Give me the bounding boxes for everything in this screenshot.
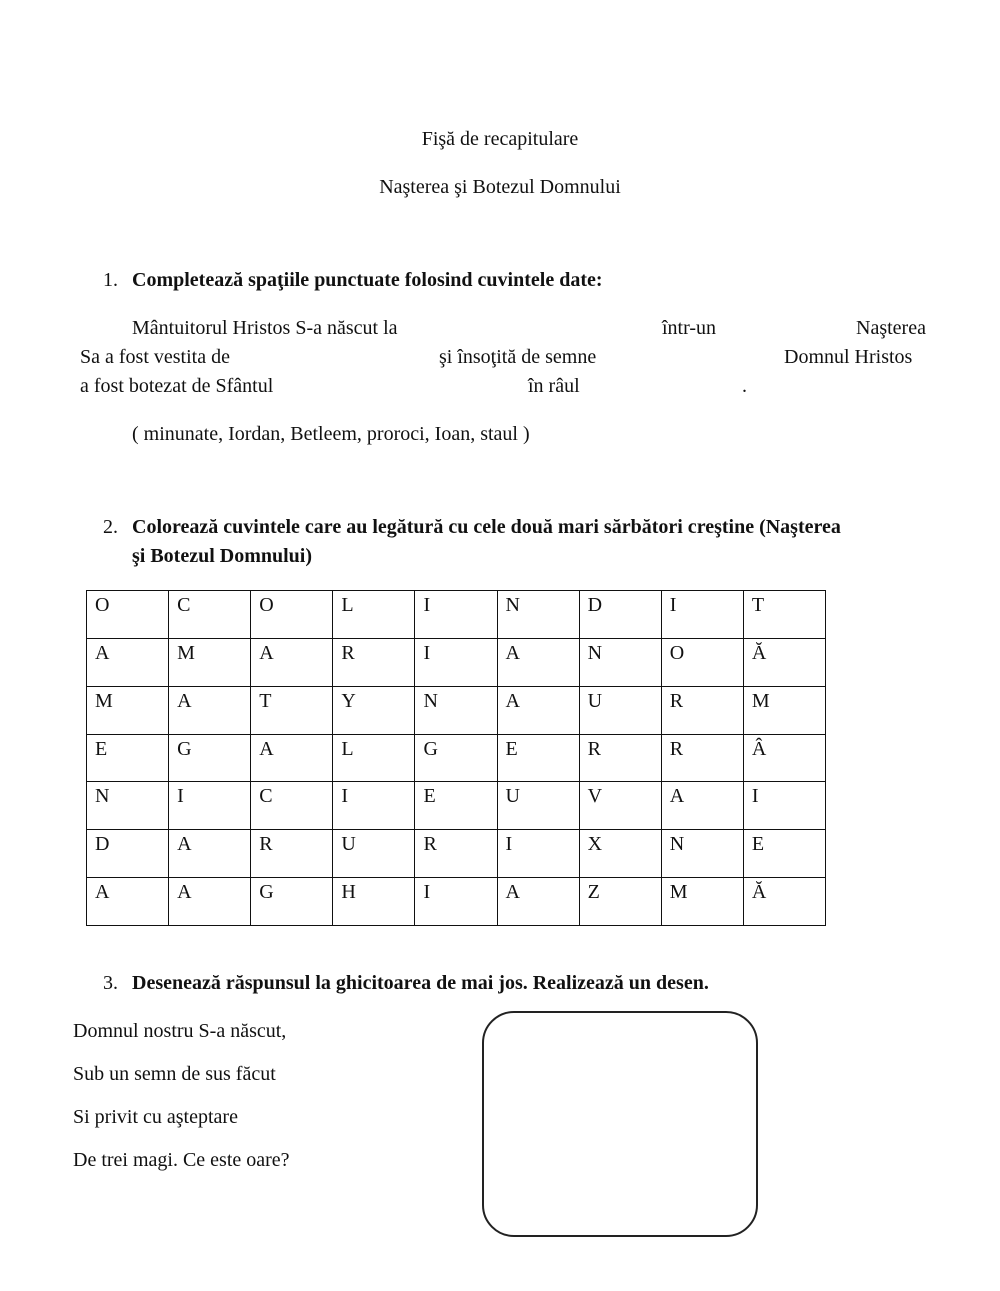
grid-cell[interactable]: L [333,734,415,782]
grid-cell[interactable]: Z [579,878,661,926]
grid-cell[interactable]: A [497,878,579,926]
riddle-line: Domnul nostru S-a născut, [73,1020,287,1042]
grid-cell[interactable]: O [87,591,169,639]
grid-row [87,638,826,686]
grid-cell[interactable]: M [661,878,743,926]
grid-cell[interactable]: A [661,782,743,830]
grid-cell[interactable]: U [497,782,579,830]
grid-cell[interactable]: D [579,591,661,639]
exercise-3-number: 3. [103,972,118,994]
grid-cell[interactable]: E [87,734,169,782]
fill-text-segment: într-un [662,317,717,339]
word-search-grid [86,590,826,926]
fill-text-segment: şi însoţită de semne [439,346,597,368]
grid-cell[interactable]: E [497,734,579,782]
page-subtitle: Naşterea şi Botezul Domnului [379,176,621,198]
riddle-line: Si privit cu aşteptare [73,1106,238,1128]
fill-text-segment: Domnul Hristos [784,346,913,368]
grid-cell[interactable]: U [333,830,415,878]
grid-cell[interactable]: N [87,782,169,830]
grid-cell[interactable]: U [579,686,661,734]
grid-row [87,686,826,734]
grid-cell[interactable]: E [415,782,497,830]
grid-cell[interactable]: N [579,638,661,686]
grid-cell[interactable]: L [333,591,415,639]
fill-text-segment: Sa a fost vestita de [80,346,230,368]
word-bank: ( minunate, Iordan, Betleem, proroci, Ioan, staul ) [132,423,530,445]
grid-cell[interactable]: A [87,638,169,686]
fill-text-segment: a fost botezat de Sfântul [80,375,274,397]
grid-cell[interactable]: R [579,734,661,782]
grid-cell[interactable]: N [497,591,579,639]
fill-text-segment: . [742,375,747,397]
grid-cell[interactable]: E [743,830,825,878]
grid-cell[interactable]: X [579,830,661,878]
grid-cell[interactable]: C [251,782,333,830]
grid-cell[interactable]: Â [743,734,825,782]
exercise-2-instruction: Colorează cuvintele care au legătură cu cele două mari sărbători creştine (Naşterea [132,516,841,538]
grid-cell[interactable]: I [497,830,579,878]
grid-cell[interactable]: I [415,638,497,686]
grid-cell[interactable]: G [251,878,333,926]
grid-cell[interactable]: R [251,830,333,878]
grid-cell[interactable]: M [743,686,825,734]
grid-row [87,878,826,926]
grid-cell[interactable]: I [743,782,825,830]
grid-cell[interactable]: O [661,638,743,686]
grid-cell[interactable]: I [415,591,497,639]
riddle-line: Sub un semn de sus făcut [73,1063,276,1085]
page-title: Fişă de recapitulare [421,128,579,150]
grid-cell[interactable]: M [169,638,251,686]
fill-text-segment: Mântuitorul Hristos S-a născut la [132,317,398,339]
fill-text-segment: în râul [528,375,580,397]
grid-cell[interactable]: R [333,638,415,686]
grid-cell[interactable]: R [661,734,743,782]
fill-text-segment: Naşterea [856,317,926,339]
drawing-box[interactable] [482,1011,758,1237]
grid-cell[interactable]: A [251,638,333,686]
grid-cell[interactable]: A [251,734,333,782]
grid-cell[interactable]: R [415,830,497,878]
grid-cell[interactable]: Y [333,686,415,734]
grid-cell[interactable]: A [169,830,251,878]
exercise-1-number: 1. [103,269,118,291]
grid-cell[interactable]: I [169,782,251,830]
grid-cell[interactable]: G [169,734,251,782]
grid-cell[interactable]: T [743,591,825,639]
grid-cell[interactable]: N [415,686,497,734]
grid-cell[interactable]: G [415,734,497,782]
grid-cell[interactable]: M [87,686,169,734]
grid-row [87,782,826,830]
grid-cell[interactable]: O [251,591,333,639]
grid-cell[interactable]: A [169,686,251,734]
grid-cell[interactable]: N [661,830,743,878]
grid-row [87,591,826,639]
grid-cell[interactable]: Ă [743,638,825,686]
grid-cell[interactable]: Ă [743,878,825,926]
exercise-3-instruction: Desenează răspunsul la ghicitoarea de mai jos. Realizează un desen. [132,972,709,994]
grid-cell[interactable]: A [87,878,169,926]
grid-cell[interactable]: I [333,782,415,830]
grid-row [87,734,826,782]
grid-cell[interactable]: A [497,638,579,686]
grid-cell[interactable]: D [87,830,169,878]
riddle-line: De trei magi. Ce este oare? [73,1149,290,1171]
grid-cell[interactable]: A [497,686,579,734]
grid-cell[interactable]: R [661,686,743,734]
grid-cell[interactable]: I [661,591,743,639]
exercise-2-instruction-cont: şi Botezul Domnului) [132,545,313,567]
grid-cell[interactable]: V [579,782,661,830]
grid-row [87,830,826,878]
grid-cell[interactable]: T [251,686,333,734]
exercise-2-number: 2. [103,516,118,538]
exercise-1-instruction: Completează spaţiile punctuate folosind cuvintele date: [132,269,603,291]
grid-cell[interactable]: A [169,878,251,926]
grid-cell[interactable]: I [415,878,497,926]
grid-cell[interactable]: C [169,591,251,639]
grid-cell[interactable]: H [333,878,415,926]
